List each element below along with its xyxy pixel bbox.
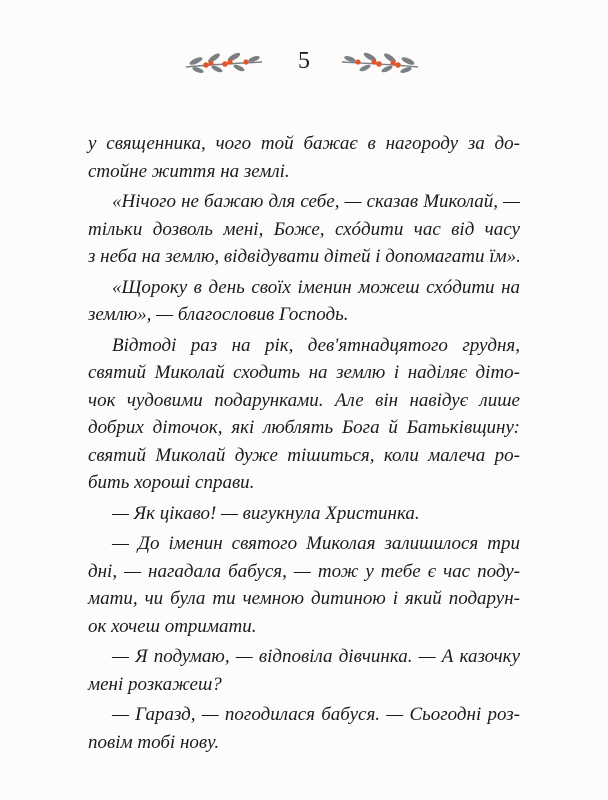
story-text bbox=[88, 130, 520, 756]
text-line: мати, чи була ти чемною дитиною і який подарун- bbox=[88, 588, 520, 609]
text-line: повім тобі нову. bbox=[88, 731, 220, 753]
text-line: ок хочеш отримати. bbox=[88, 615, 257, 637]
text-line: — Я подумаю, — відповіла дівчинка. — А казочку bbox=[112, 646, 520, 667]
sprig-ornament-left-icon bbox=[184, 52, 264, 74]
text-line: у священника, чого той бажає в нагороду за до- bbox=[88, 133, 520, 154]
sprig-ornament-right-icon bbox=[340, 52, 420, 74]
text-line: з неба на землю, відвідувати дітей і допомагати їм». bbox=[88, 246, 521, 267]
text-line: землю», — благословив Господь. bbox=[88, 304, 349, 325]
text-line: мені розкажеш? bbox=[88, 673, 222, 695]
page-number: 5 bbox=[298, 48, 310, 74]
text-line: святий Миколай сходить на землю і наділяє діто- bbox=[88, 362, 520, 383]
text-line: — До іменин святого Миколая залишилося три bbox=[112, 533, 520, 554]
text-line: святий Миколай дуже тішиться, коли малеча ро- bbox=[88, 444, 520, 466]
page-header bbox=[0, 44, 608, 84]
text-line: — Гаразд, — погодилася бабуся. — Сьогодні роз- bbox=[112, 704, 520, 725]
text-line: чок чудовими подарунками. Але він навідує лише bbox=[88, 389, 520, 411]
text-line: «Щороку в день своїх іменин можеш схóдити на bbox=[112, 276, 520, 298]
text-line: «Нічого не бажаю для себе, — сказав Миколай, — bbox=[112, 191, 520, 212]
text-line: бить хороші справи. bbox=[88, 472, 255, 493]
text-line: дні, — нагадала бабуся, — тож у тебе є час поду- bbox=[88, 560, 520, 582]
text-line: стойне життя на землі. bbox=[88, 160, 290, 182]
text-line: добрих діточок, які люблять Бога й Батьківщину: bbox=[88, 417, 520, 438]
text-line: тільки дозволь мені, Боже, схóдити час від часу bbox=[88, 218, 520, 240]
text-line: — Як цікаво! — вигукнула Христинка. bbox=[112, 502, 420, 524]
text-line: Відтоді раз на рік, дев'ятнадцятого грудня, bbox=[112, 334, 520, 356]
